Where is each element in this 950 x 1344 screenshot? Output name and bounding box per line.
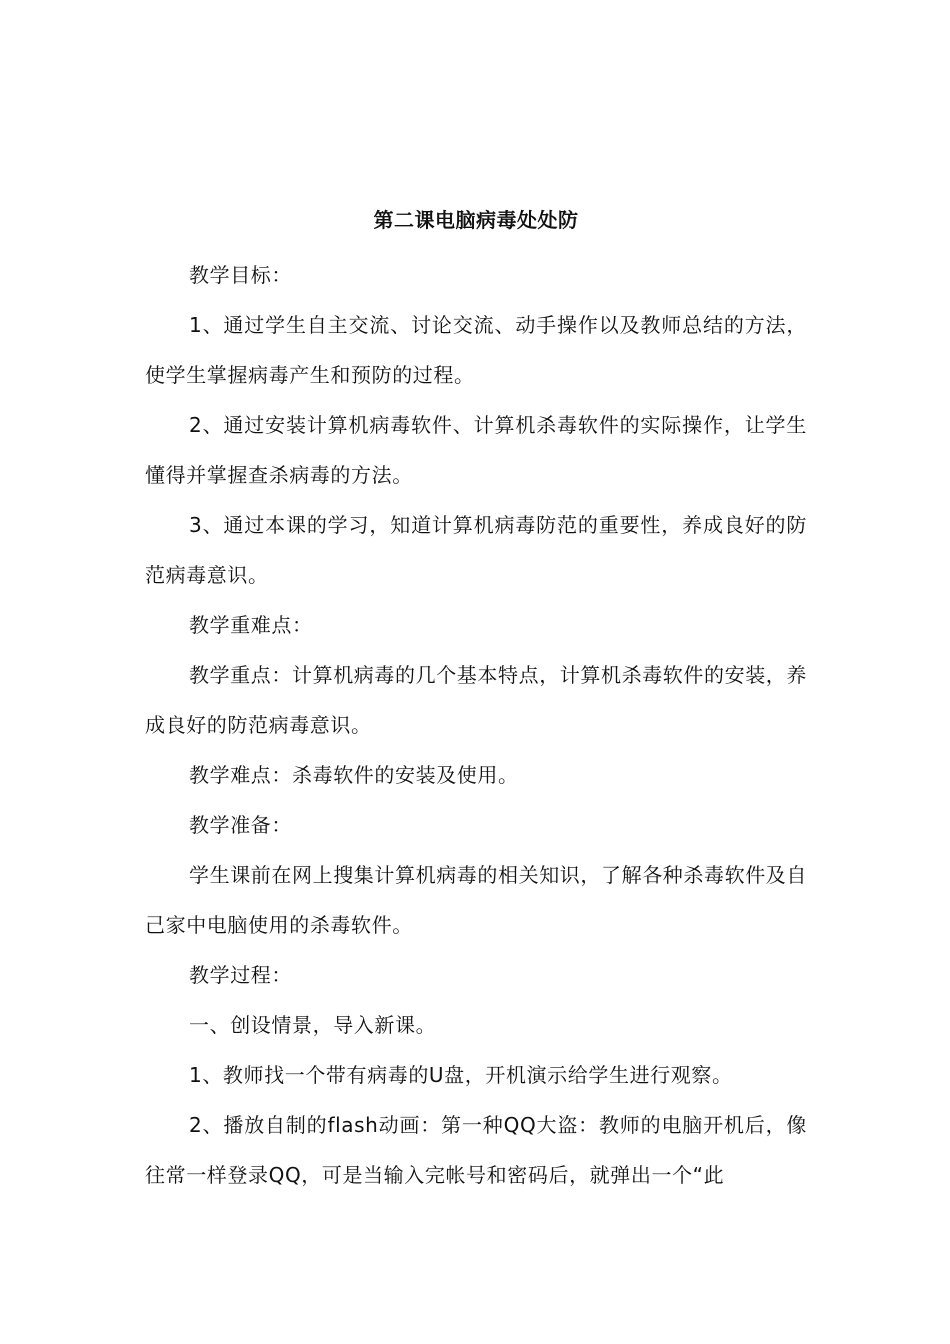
process-step-1: 1、教师找一个带有病毒的U盘，开机演示给学生进行观察。 [189, 1063, 733, 1087]
key-point-paragraph: 教学重点：计算机病毒的几个基本特点，计算机杀毒软件的安装，养成良好的防范病毒意识。 [145, 663, 807, 737]
section-heading-key-points: 教学重难点： [189, 613, 313, 637]
difficulty-paragraph: 教学难点：杀毒软件的安装及使用。 [189, 763, 519, 787]
objective-1: 1、通过学生自主交流、讨论交流、动手操作以及教师总结的方法，使学生掌握病毒产生和预防的过程。 [145, 313, 807, 387]
section-heading-objectives: 教学目标： [189, 263, 292, 287]
document-body [145, 200, 807, 1200]
objective-2: 2、通过安装计算机病毒软件、计算机杀毒软件的实际操作，让学生懂得并掌握查杀病毒的方法。 [145, 413, 807, 487]
section-heading-process: 教学过程： [189, 963, 292, 987]
section-heading-preparation: 教学准备： [189, 813, 292, 837]
process-step-intro: 一、创设情景，导入新课。 [189, 1013, 437, 1037]
process-step-2: 2、播放自制的flash动画：第一种QQ大盗：教师的电脑开机后，像往常一样登录QQ，可是当输入完帐号和密码后，就弹出一个“此 [145, 1113, 807, 1187]
objective-3: 3、通过本课的学习，知道计算机病毒防范的重要性，养成良好的防范病毒意识。 [145, 513, 807, 587]
preparation-paragraph: 学生课前在网上搜集计算机病毒的相关知识，了解各种杀毒软件及自己家中电脑使用的杀毒软件。 [145, 863, 807, 937]
document-title: 第二课电脑病毒处处防 [373, 208, 579, 232]
